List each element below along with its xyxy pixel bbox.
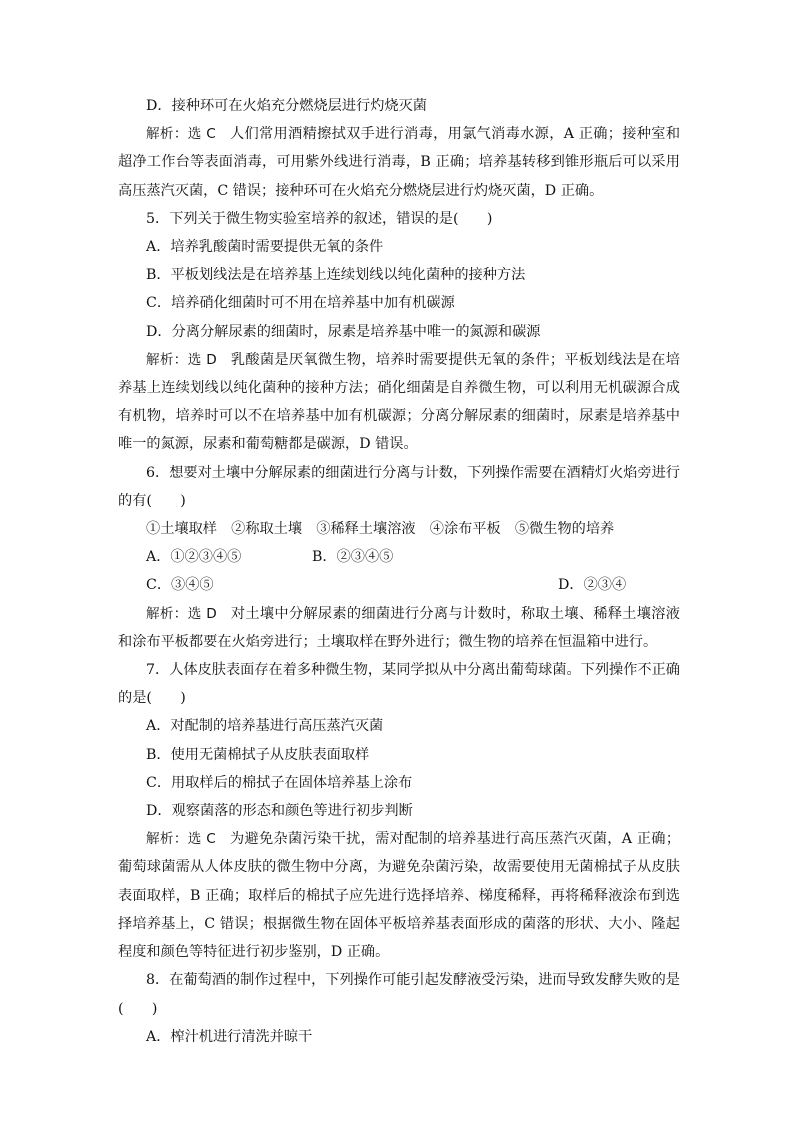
q4-option-d: D．接种环可在火焰充分燃烧层进行灼烧灭菌 (146, 98, 427, 114)
q6-options-row-2 (118, 571, 680, 599)
q8-stem: 8．在葡萄酒的制作过程中，下列操作可能引起发酵液受污染，进而导致发酵失败的是( ) (118, 972, 680, 1017)
analysis-lead: 解析：选 C (146, 126, 231, 143)
analysis-lead: 解析：选 D (146, 351, 231, 368)
q5-option-d: D．分离分解尿素的细菌时，尿素是培养基中唯一的氮源和碳源 (146, 323, 541, 340)
q7-option-c: C．用取样后的棉拭子在固体培养基上涂布 (146, 774, 413, 791)
q5-option-c: C．培养硝化细菌时可不用在培养基中加有机碳源 (146, 295, 455, 312)
q8-option-a: A．榨汁机进行清洗并晾干 (146, 1028, 313, 1045)
analysis-lead: 解析：选 D (146, 605, 231, 622)
analysis-text: 人们常用酒精擦拭双手进行消毒，用氯气消毒水源，A 正确；接种室和超净工作台等表面消毒，可用紫外线进行消毒，B 正确；培养基转移到锥形瓶后可以采用高压蒸汽灭菌，C 错误；接种环可在火焰充分燃烧层进行灼烧灭菌，D 正确。 (118, 126, 681, 199)
analysis-text: 对土壤中分解尿素的细菌进行分离与计数时，称取土壤、稀释土壤溶液和涂布平板都要在火焰旁进行；土壤取样在野外进行；微生物的培养在恒温箱中进行。 (118, 605, 680, 650)
analysis-text: 为避免杂菌污染干扰，需对配制的培养基进行高压蒸汽灭菌，A 正确；葡萄球菌需从人体皮肤的微生物中分离，为避免杂菌污染，故需要使用无菌棉拭子从皮肤表面取样，B 正确；取样后的棉拭子应先进行选择培养、梯度稀释，再将稀释液涂布到选择培养基上，C 错误；根据微生物在固体平板培养基表面形成的菌落的形状、大小、隆起程度和颜色等特征进行初步鉴别，D 正确。 (118, 831, 681, 961)
q6-items: ①土壤取样 ②称取土壤 ③稀释土壤溶液 ④涂布平板 ⑤微生物的培养 (146, 521, 615, 538)
q6-options-row-1 (118, 543, 680, 571)
spacer (214, 571, 558, 599)
analysis-text: 乳酸菌是厌氧微生物，培养时需要提供无氧的条件；平板划线法是在培养基上连续划线以纯化菌种的接种方法；硝化细菌是自养微生物，可以利用无机碳源合成有机物，培养时可以不在培养基中加有机碳源；分离分解尿素的细菌时，尿素是培养基中唯一的氮源，尿素和葡萄糖都是碳源，D 错误。 (118, 351, 680, 453)
q6-option-d: D．②③④ (558, 577, 627, 594)
q7-analysis (118, 825, 680, 966)
q6-option-c: C．③④⑤ (146, 577, 214, 594)
q7-stem: 7．人体皮肤表面存在着多种微生物，某同学拟从中分离出葡萄球菌。下列操作不正确的是( ) (118, 662, 680, 707)
q5-option-b: B．平板划线法是在培养基上连续划线以纯化菌种的接种方法 (146, 267, 526, 284)
q6-option-b: B．②③④⑤ (312, 549, 394, 566)
q5-analysis (118, 346, 680, 459)
q5-option-a: A．培养乳酸菌时需要提供无氧的条件 (146, 239, 384, 256)
q7-option-d: D．观察菌落的形态和颜色等进行初步判断 (146, 803, 413, 820)
q6-option-a: A．①②③④⑤ (146, 549, 242, 566)
q7-option-b: B．使用无菌棉拭子从皮肤表面取样 (146, 746, 370, 763)
analysis-lead: 解析：选 C (146, 831, 231, 848)
q6-analysis (118, 600, 680, 656)
q4-analysis (118, 120, 680, 205)
q5-stem: 5．下列关于微生物实验室培养的叙述，错误的是( ) (146, 210, 493, 227)
q6-stem: 6．想要对土壤中分解尿素的细菌进行分离与计数，下列操作需要在酒精灯火焰旁进行的有( ) (118, 464, 680, 509)
q7-option-a: A．对配制的培养基进行高压蒸汽灭菌 (146, 718, 384, 735)
